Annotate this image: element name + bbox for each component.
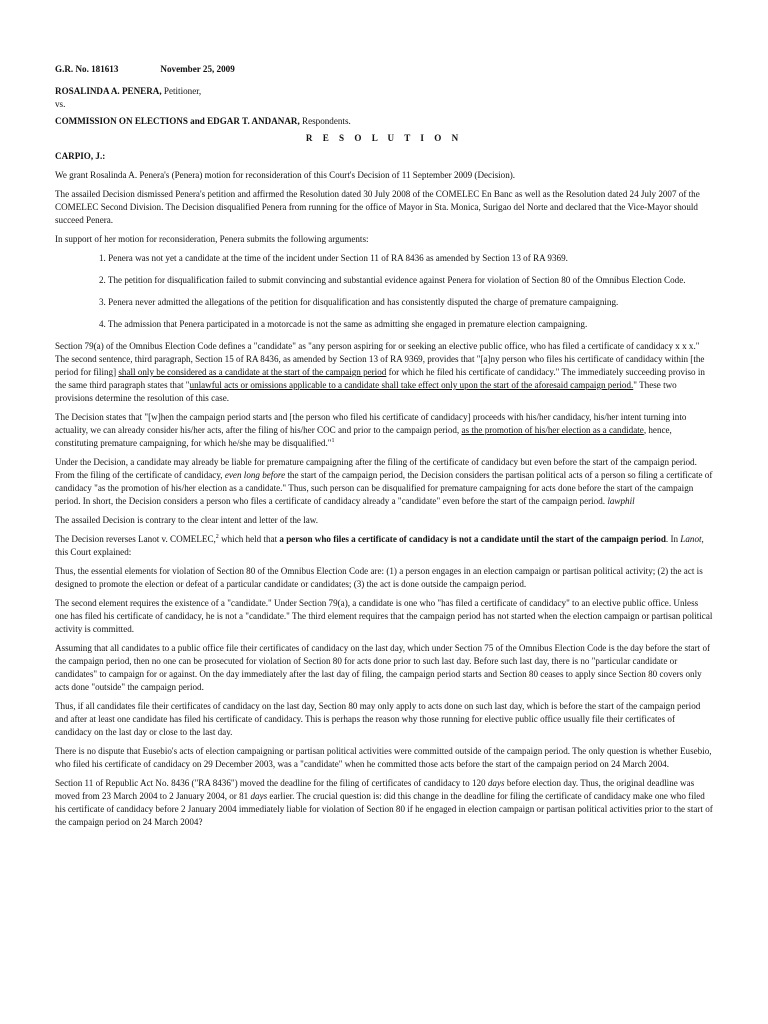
document-title: R E S O L U T I O N <box>305 133 463 143</box>
italic-text: days <box>487 778 505 788</box>
italic-text: days <box>250 791 268 801</box>
respondents-role: Respondents. <box>299 116 351 126</box>
text-run: The Decision reverses Lanot v. COMELEC, <box>55 534 216 544</box>
paragraph-3: In support of her motion for reconsideration, Penera submits the following arguments: <box>55 234 369 244</box>
petitioner-name: ROSALINDA A. PENERA, <box>55 86 162 96</box>
quote-paragraph-5: There is no dispute that Eusebio's acts of election campaigning or partisan political activities were committed outside of the campaign period. The only question is whether Eusebio, who filed his certificate of candidacy on 29 December 2003, was a "candidate" when he committed those acts before the start of the campaign period on 24 March 2004. <box>55 746 712 769</box>
text-run: for which he filed his certificate of candidacy." The immediately succeeding proviso in the same third paragraph states that " <box>55 367 705 390</box>
petitioner-role: Petitioner, <box>161 86 202 96</box>
text-run: . In <box>665 534 681 544</box>
argument-item: 4. The admission that Penera participated in a motorcade is not the same as admitting she engaged in premature election campaigning. <box>99 319 588 329</box>
respondents-line <box>55 115 713 128</box>
quote-paragraph-6 <box>55 777 713 829</box>
text-run: which held that <box>218 534 280 544</box>
arguments-list <box>55 252 713 331</box>
ponente: CARPIO, J.: <box>55 151 106 161</box>
argument-item: 1. Penera was not yet a candidate at the time of the incident under Section 11 of RA 8436 as amended by Section 13 of RA 9369. <box>99 253 568 263</box>
italic-text: Lanot <box>680 534 702 544</box>
quote-paragraph-4: Thus, if all candidates file their certificates of candidacy on the last day, Section 80 may only apply to acts done on such last day, which is before the start of the campaign period and after at least one candidate has filed his certificate of candidacy. This is perhaps the reason why those running for elective public office usually file their certificates of candidacy on the last day or close to the last day. <box>55 701 701 737</box>
text-run: The Decision states that "[w]hen the campaign period starts and [the person who filed his certificate of candidacy] proceeds with his/her candidacy, his/her intent turning into actuality, we can already consider his/her acts, after the filing of his/her COC and prior to the campaign period, <box>55 412 687 435</box>
text-run: Section 11 of Republic Act No. 8436 ("RA 8436") moved the deadline for the filing of certificates of candidacy to 120 <box>55 778 488 788</box>
argument-item: 3. Penera never admitted the allegations of the petition for disqualification and has consistently disputed the charge of premature campaigning. <box>99 297 619 307</box>
text-run: " These two provisions determine the resolution of this case. <box>55 380 677 403</box>
argument-item: 2. The petition for disqualification failed to submit convincing and substantial evidence against Penera for violation of Section 80 of the Omnibus Election Code. <box>99 275 686 285</box>
text-run: Under the Decision, a candidate may already be liable for premature campaigning after the filing of the certificate of candidacy but even before the start of the campaign period. From the filing of the certificate of candidacy, <box>55 457 697 480</box>
petitioner-line <box>55 85 713 98</box>
quote-paragraph-2: The second element requires the existence of a "candidate." Under Section 79(a), a candidate is one who "has filed a certificate of candidacy" to an elective public office. Unless one has filed his certificate of candidacy, he is not a "candidate." The third element requires that the campaign period has not started when the election campaign or partisan political activity is committed. <box>55 598 713 634</box>
text-run: earlier. The crucial question is: did this change in the deadline for filing the certificate of candidacy make one who filed his certificate of candidacy before 2 January 2004 immediately liable for violation of Section 80 if he engaged in election campaign or partisan political activities prior to the start of the campaign period on 24 March 2004? <box>55 791 713 827</box>
paragraph-8 <box>55 533 713 559</box>
underlined-text: unlawful acts or omissions applicable to a candidate shall take effect only upon the start of the aforesaid campaign period. <box>189 380 634 390</box>
quote-paragraph-1: Thus, the essential elements for violation of Section 80 of the Omnibus Election Code are: (1) a person engages in an election campaign or partisan political activity; (2) the act is designed to promote the election or defeat of a particular candidate or candidates; (3) the act is done outside the campaign period. <box>55 566 703 589</box>
quote-paragraph-3: Assuming that all candidates to a public office file their certificates of candidacy on the last day, which under Section 75 of the Omnibus Election Code is the day before the start of the campaign period, then no one can be prosecuted for violation of Section 80 for acts done prior to such last day. Before such last day, there is no "particular candidate or candidates" to campaign for or against. On the day immediately after the last day of filing, the campaign period starts and Section 80 ceases to apply since Section 80 covers only acts done "outside" the campaign period. <box>55 643 711 692</box>
respondents-name: COMMISSION ON ELECTIONS and EDGAR T. ANDANAR, <box>55 116 300 126</box>
paragraph-7: The assailed Decision is contrary to the clear intent and letter of the law. <box>55 515 319 525</box>
lawphil-tag: lawphil <box>605 496 635 506</box>
bold-text: a person who files a certificate of candidacy is not a candidate until the start of the campaign period <box>279 534 666 544</box>
paragraph-6 <box>55 456 713 508</box>
decision-date: November 25, 2009 <box>160 64 235 74</box>
paragraph-5 <box>55 411 713 450</box>
paragraph-1: We grant Rosalinda A. Penera's (Penera) motion for reconsideration of this Court's Decision of 11 September 2009 (Decision). <box>55 170 516 180</box>
case-header <box>55 63 713 76</box>
text-run: , this Court explained: <box>55 534 704 557</box>
versus: vs. <box>55 99 66 109</box>
footnote-marker[interactable]: 2 <box>215 533 219 540</box>
paragraph-4 <box>55 340 713 405</box>
text-run: the start of the campaign period, the Decision considers the partisan political acts of a person so filing a certificate of candidacy "as the promotion of his/her election as a candidate." Thus, such person can be disqualified for premature campaigning for acts done before the start of the campaign period. In short, the Decision considers a person who files a certificate of candidacy already a "candidate" even before the start of the campaign period. <box>55 470 713 506</box>
text-run: before election day. Thus, the original deadline was moved from 23 March 2004 to 2 January 2004, or 81 <box>55 778 695 801</box>
paragraph-2: The assailed Decision dismissed Penera's petition and affirmed the Resolution dated 30 July 2008 of the COMELEC En Banc as well as the Resolution dated 24 July 2007 of the COMELEC Second Division. The Decision disqualified Penera from running for the office of Mayor in Sta. Monica, Surigao del Norte and declared that the Vice-Mayor should succeed Penera. <box>55 189 700 225</box>
underlined-text: shall only be considered as a candidate at the start of the campaign period <box>118 367 387 377</box>
text-run: , hence, constituting premature campaigning, for which he/she may be disqualified." <box>55 425 672 448</box>
italic-text: even long before <box>224 470 286 480</box>
gr-number: G.R. No. 181613 <box>55 64 119 74</box>
text-run: Section 79(a) of the Omnibus Election Code defines a "candidate" as "any person aspiring for or seeking an elective public office, who has filed a certificate of candidacy x x x." The second sentence, third paragraph, Section 15 of RA 8436, as amended by Section 13 of RA 9369, provides that "[a]ny person who files his certificate of candidacy within [the period for filing] <box>55 341 705 377</box>
footnote-marker[interactable]: 1 <box>331 437 335 444</box>
underlined-text: as the promotion of his/her election as a candidate <box>461 425 644 435</box>
